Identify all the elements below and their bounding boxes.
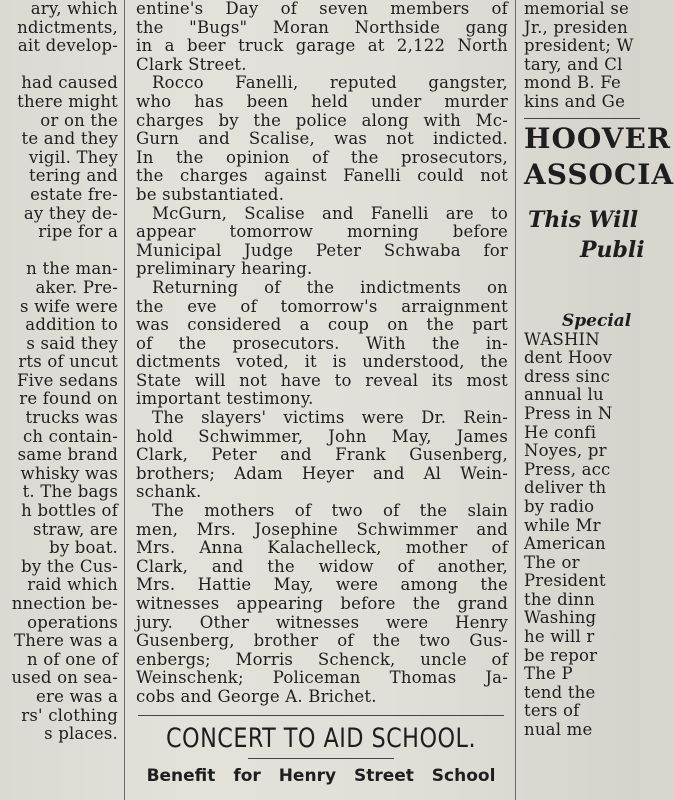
article-paragraph xyxy=(128,502,514,707)
hoover-article-line: Press, acc xyxy=(524,459,611,479)
right-column-line: president; W xyxy=(524,36,634,56)
article-line: schank. xyxy=(136,482,202,502)
right-column-line: memorial se xyxy=(524,0,629,18)
left-column-line: same brand xyxy=(17,445,118,465)
left-column-line: there might xyxy=(17,91,118,111)
article-line: the charges against Fanelli could not xyxy=(136,166,508,186)
article-line: Clark Street. xyxy=(136,54,247,74)
left-column-line: rts of uncut xyxy=(18,352,118,372)
article-body xyxy=(128,74,514,706)
article-paragraph xyxy=(128,205,514,279)
concert-subhead: Benefit for Henry Street School xyxy=(146,765,496,786)
article-line: appear tomorrow morning before xyxy=(136,222,508,242)
hoover-article-line: The P xyxy=(524,664,573,684)
left-column-line: n the man- xyxy=(26,259,118,279)
hoover-article-line: be repor xyxy=(524,645,598,665)
article-line: witnesses appearing before the grand xyxy=(136,594,508,613)
article-line: Gurn and Scalise, was not indicted. xyxy=(136,129,508,149)
article-line: The mothers of two of the slain xyxy=(152,501,508,521)
hoover-article-line: nual me xyxy=(524,720,593,740)
article-paragraph xyxy=(128,279,514,409)
article-line: McGurn, Scalise and Fanelli are to xyxy=(152,203,508,223)
article-line: enbergs; Morris Schenck, uncle of xyxy=(136,649,508,669)
left-column-line: There was a xyxy=(13,631,118,651)
article-line: cobs and George A. Brichet. xyxy=(136,686,377,706)
left-column-line: ary, which xyxy=(30,0,118,18)
hoover-article-line: annual lu xyxy=(524,385,604,405)
left-column-line: tering and xyxy=(28,166,118,186)
hoover-article-line: He confi xyxy=(524,422,597,442)
article-line: Rocco Fanelli, reputed gangster, xyxy=(152,73,508,93)
column-rule-left xyxy=(124,0,125,800)
left-column-line: Five sedans xyxy=(17,370,118,390)
article-line: Clark, and the widow of another, xyxy=(136,556,508,576)
article-line: preliminary hearing. xyxy=(136,259,313,279)
article-line: dictments voted, it is understood, the xyxy=(136,352,508,372)
left-column-line: ay they de- xyxy=(23,203,118,223)
left-column-line: whisky was xyxy=(20,463,118,483)
hoover-subhead-line: Publi xyxy=(580,236,645,263)
article-continuation-top xyxy=(128,0,514,74)
article-line: the eve of tomorrow's arraignment xyxy=(136,296,508,316)
article-line: Gusenberg, brother of the two Gus- xyxy=(136,631,508,651)
article-line: be substantiated. xyxy=(136,184,285,204)
hoover-article-line: dress sinc xyxy=(524,366,611,386)
article-paragraph xyxy=(128,74,514,204)
article-line: State will not have to reveal its most xyxy=(136,370,508,390)
article-line: charges by the police along with Mc- xyxy=(136,110,508,130)
right-column-line: mond B. Fe xyxy=(524,73,621,93)
left-column-line: re found on xyxy=(19,389,118,409)
concert-headline: CONCERT TO AID SCHOOL. xyxy=(165,722,477,754)
right-column-top xyxy=(518,0,640,112)
left-column-line: operations xyxy=(27,612,118,632)
subhead-rule xyxy=(248,758,394,759)
article-line: Clark, Peter and Frank Gusenberg, xyxy=(136,445,508,465)
right-column xyxy=(518,0,674,800)
hoover-article-line: President xyxy=(524,571,606,591)
left-column-line: straw, are xyxy=(33,519,118,539)
left-column-line: had caused xyxy=(21,73,118,93)
article-line: was considered a coup on the part xyxy=(136,315,508,335)
left-column-line: s places. xyxy=(44,724,118,744)
left-column xyxy=(0,0,122,800)
article-line: the "Bugs" Moran Northside gang xyxy=(136,17,508,37)
hoover-headline-line: HOOVER xyxy=(524,121,672,155)
left-column-line xyxy=(0,56,122,75)
left-column-line: raid which xyxy=(27,575,118,595)
article-line: men, Mrs. Josephine Schwimmer and xyxy=(136,519,508,539)
article-line: Mrs. Hattie May, were among the xyxy=(136,575,508,595)
article-line: Mrs. Anna Kalachelleck, mother of xyxy=(136,538,508,558)
article-line: who has been held under murder xyxy=(136,91,508,111)
article-line: Weinschenk; Policeman Thomas Ja- xyxy=(136,668,508,688)
left-column-line: aker. Pre- xyxy=(35,277,118,297)
hoover-article-line: The or xyxy=(524,552,580,572)
left-column-line: nnection be- xyxy=(11,594,118,613)
left-column-line: t. The bags xyxy=(22,482,118,502)
hoover-headline xyxy=(518,121,674,193)
left-column-line: s wife were xyxy=(20,296,118,316)
hoover-subhead xyxy=(518,205,645,265)
headline-rule xyxy=(138,715,504,716)
article-line: hold Schwimmer, John May, James xyxy=(136,426,508,446)
left-column-line: or on the xyxy=(40,110,118,130)
hoover-article-line: WASHIN xyxy=(524,329,600,349)
left-column-line: estate fre- xyxy=(30,184,118,204)
left-column-line: trucks was xyxy=(25,408,118,428)
left-column-line: h bottles of xyxy=(21,501,118,521)
hoover-article-line: by radio xyxy=(524,496,595,516)
dateline-special: Special xyxy=(562,310,632,331)
hoover-article-line: Washing xyxy=(524,608,597,628)
article-line: in a beer truck garage at 2,122 North xyxy=(136,36,508,56)
article-line: In the opinion of the prosecutors, xyxy=(136,147,508,167)
left-column-line: ripe for a xyxy=(38,222,118,242)
article-paragraph xyxy=(128,409,514,502)
article-line: The slayers' victims were Dr. Rein- xyxy=(152,408,508,428)
left-column-line: ndictments, xyxy=(17,17,118,37)
right-column-line: Jr., presiden xyxy=(524,17,628,37)
column-rule-right xyxy=(515,0,516,800)
right-column-line: kins and Ge xyxy=(524,91,626,111)
article-line: important testimony. xyxy=(136,389,314,409)
left-column-line xyxy=(0,242,122,261)
article-line: of the prosecutors. With the in- xyxy=(136,333,508,353)
hoover-article-line: Noyes, pr xyxy=(524,441,607,461)
left-column-line: n of one of xyxy=(27,649,118,669)
left-column-line: addition to xyxy=(25,315,118,335)
hoover-article-line: Press in N xyxy=(524,403,613,423)
left-column-line: by the Cus- xyxy=(21,556,118,576)
hoover-article-line: he will r xyxy=(524,627,595,647)
left-column-line: vigil. They xyxy=(28,147,118,167)
hoover-article-line: dent Hoov xyxy=(524,348,613,368)
article-line: jury. Other witnesses were Henry xyxy=(136,612,508,632)
hoover-headline-line: ASSOCIA xyxy=(524,157,674,191)
article-line: entine's Day of seven members of xyxy=(136,0,508,18)
middle-column xyxy=(128,0,514,800)
article-line: Municipal Judge Peter Schwaba for xyxy=(136,240,508,260)
left-column-line: rs' clothing xyxy=(21,705,118,725)
hoover-article-line: deliver th xyxy=(524,478,607,498)
hoover-article-body xyxy=(518,331,640,740)
hoover-article-line: tend the xyxy=(524,682,596,702)
left-column-line: used on sea- xyxy=(11,668,118,688)
hoover-subhead-line: This Will xyxy=(528,206,639,233)
article-line: Returning of the indictments on xyxy=(152,277,508,297)
right-column-line: tary, and Cl xyxy=(524,54,623,74)
left-column-line: by boat. xyxy=(49,538,118,558)
left-column-line: ere was a xyxy=(36,686,118,706)
article-line: brothers; Adam Heyer and Al Wein- xyxy=(136,463,508,483)
left-column-line: ch contain- xyxy=(22,426,118,446)
hoover-article-line: American xyxy=(524,534,606,554)
left-column-line: ait develop- xyxy=(17,36,118,56)
left-column-line: s said they xyxy=(26,333,118,353)
left-column-line: te and they xyxy=(21,129,118,149)
hoover-article-line: the dinn xyxy=(524,589,595,609)
hoover-article-line: while Mr xyxy=(524,515,601,535)
right-headline-rule xyxy=(524,118,640,119)
hoover-article-line: ters of xyxy=(524,701,580,721)
